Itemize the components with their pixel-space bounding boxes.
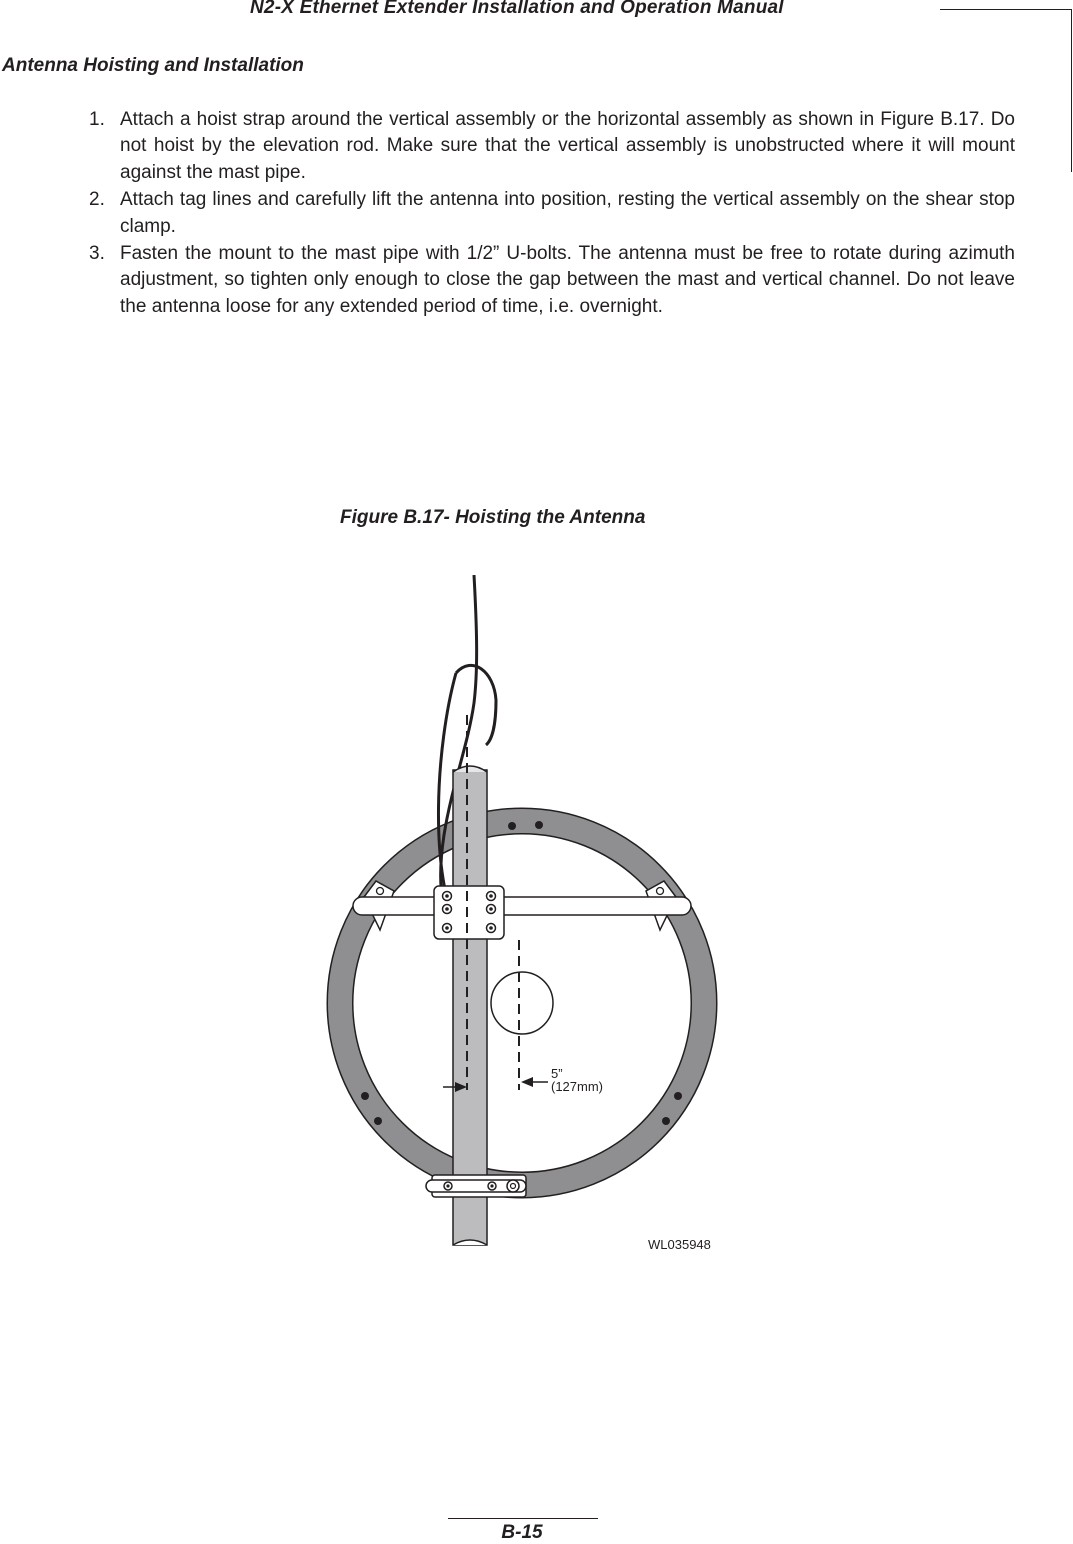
ring-bolt-dot [662, 1117, 670, 1125]
mast-pipe [453, 766, 487, 1245]
ring-bolt-dot [508, 822, 516, 830]
ring-bolt-dot [674, 1092, 682, 1100]
drawing-id-label: WL035948 [648, 1237, 711, 1252]
horizontal-assembly [353, 881, 691, 930]
ring-bolt-dot [535, 821, 543, 829]
section-heading: Antenna Hoisting and Installation [2, 55, 304, 76]
ring-bolt-dot [374, 1117, 382, 1125]
header-corner-rule [940, 9, 1072, 10]
antenna-diagram [320, 575, 740, 1255]
header-corner-rule-vertical [1071, 9, 1072, 172]
page-number: B-15 [501, 1522, 543, 1543]
ring-bolt-dot [361, 1092, 369, 1100]
feed-horn-circle [491, 972, 553, 1034]
shear-stop-clamp [426, 1175, 526, 1197]
step-number: 3. [89, 243, 105, 265]
instruction-steps [89, 107, 1015, 321]
figure-caption: Figure B.17- Hoisting the Antenna [340, 507, 646, 528]
arrowhead-right [521, 1077, 533, 1087]
step-text: Attach tag lines and carefully lift the antenna into position, resting the vertical assembly on the shear stop clamp. [120, 189, 1015, 237]
instruction-step [89, 107, 1015, 186]
offset-dimension-label: 5” [551, 1066, 563, 1081]
offset-dimension-metric-label: (127mm) [551, 1079, 604, 1094]
antenna-hoisting-figure [320, 575, 740, 1255]
instruction-step [89, 241, 1015, 320]
running-header-title: N2-X Ethernet Extender Installation and Operation Manual [250, 0, 784, 18]
step-text: Attach a hoist strap around the vertical assembly or the horizontal assembly as shown in Figure B.17. Do not hoist by the elevation rod. Make sure that the vertical assembly is unobstructed where it will mount against the mast pipe. [120, 109, 1015, 183]
step-text: Fasten the mount to the mast pipe with 1/2” U-bolts. The antenna must be free to rotate during azimuth adjustment, so tighten only enough to close the gap between the mast and vertical channel. Do not leave the antenna loose for any extended period of time, i.e. overnight. [120, 243, 1015, 317]
footer-rule [448, 1518, 598, 1519]
mount-clamp [434, 886, 504, 939]
step-number: 1. [89, 109, 105, 130]
step-number: 2. [89, 189, 105, 211]
instruction-step [89, 187, 1015, 240]
